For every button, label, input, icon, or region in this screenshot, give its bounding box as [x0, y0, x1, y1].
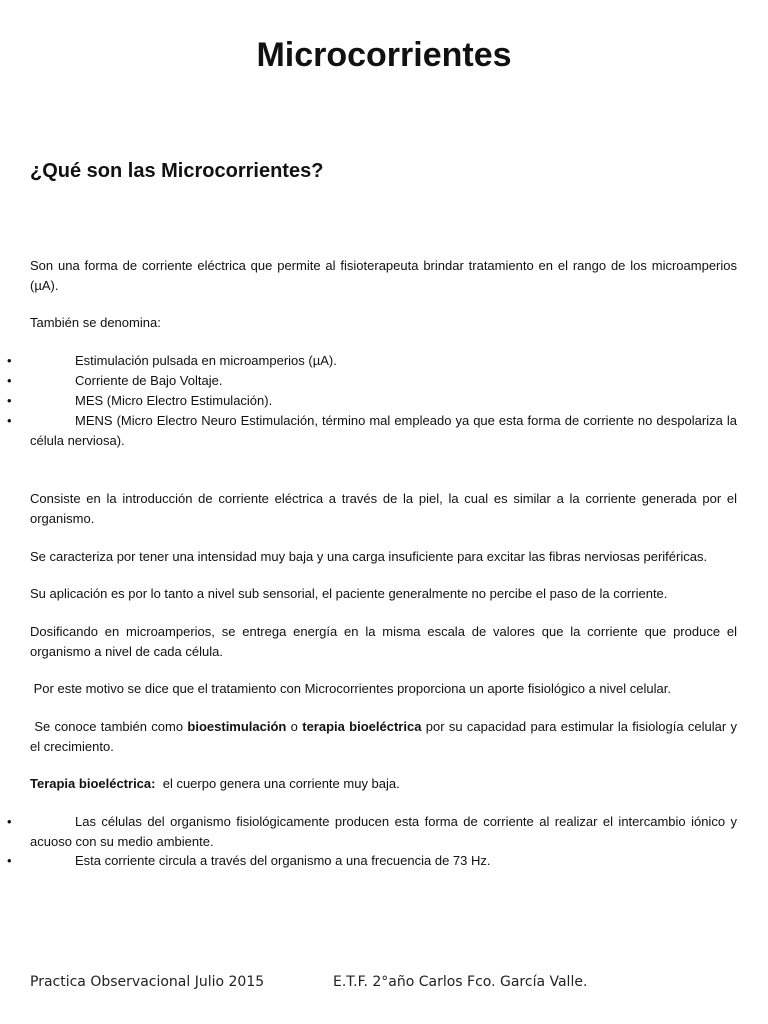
list-item: MENS (Micro Electro Neuro Estimulación, término mal empleado ya que esta forma de corriente no despolariza la célula nerviosa).	[30, 413, 737, 448]
bullet-icon: •	[7, 814, 12, 829]
known-as-lead: Se conoce también como	[30, 719, 188, 734]
list-item: Corriente de Bajo Voltaje.	[75, 373, 223, 388]
therapy-label: Terapia bioeléctrica:	[30, 776, 156, 791]
footer-right: E.T.F. 2°año Carlos Fco. García Valle.	[333, 974, 588, 990]
section-heading: ¿Qué son las Microcorrientes?	[30, 160, 324, 182]
page-title: Microcorrientes	[256, 36, 512, 74]
list-item: Las células del organismo fisiológicamente producen esta forma de corriente al realizar el intercambio iónico y acuoso con su medio ambiente.	[30, 814, 737, 849]
body-paragraph: Dosificando en microamperios, se entrega energía en la misma escala de valores que la corriente que produce el organismo a nivel de cada célula.	[30, 624, 737, 659]
known-as-connector: o	[286, 719, 303, 734]
known-as-tail: por su capacidad para estimular la fisiología celular y el crecimiento.	[30, 719, 741, 754]
bullet-icon: •	[7, 353, 12, 368]
list-item: Esta corriente circula a través del organismo a una frecuencia de 73 Hz.	[75, 853, 491, 868]
body-paragraph: Por este motivo se dice que el tratamiento con Microcorrientes proporciona un aporte fisiológico a nivel celular.	[30, 681, 671, 696]
body-paragraph: Se caracteriza por tener una intensidad muy baja y una carga insuficiente para excitar las fibras nerviosas periféricas.	[30, 549, 708, 564]
term-bioestimulacion: bioestimulación	[187, 719, 287, 734]
therapy-paragraph	[30, 774, 737, 794]
term-terapia-bioelectrica: terapia bioeléctrica	[302, 719, 422, 734]
list-item: MES (Micro Electro Estimulación).	[75, 393, 273, 408]
intro-paragraph: Son una forma de corriente eléctrica que permite al fisioterapeuta brindar tratamiento en el rango de los microamperios (µA).	[30, 258, 737, 293]
bullet-icon: •	[7, 413, 12, 428]
list-item: Estimulación pulsada en microamperios (µA).	[75, 353, 337, 368]
bullet-icon: •	[7, 853, 12, 868]
therapy-text: el cuerpo genera una corriente muy baja.	[155, 776, 400, 791]
footer-left: Practica Observacional Julio 2015	[30, 974, 265, 990]
also-called-label: También se denomina:	[30, 315, 161, 330]
bullet-icon: •	[7, 373, 12, 388]
body-paragraph: Su aplicación es por lo tanto a nivel sub sensorial, el paciente generalmente no percibe el paso de la corriente.	[30, 586, 668, 601]
body-paragraph: Consiste en la introducción de corriente eléctrica a través de la piel, la cual es similar a la corriente generada por el organismo.	[30, 491, 737, 526]
bullet-icon: •	[7, 393, 12, 408]
known-as-paragraph	[30, 717, 741, 757]
